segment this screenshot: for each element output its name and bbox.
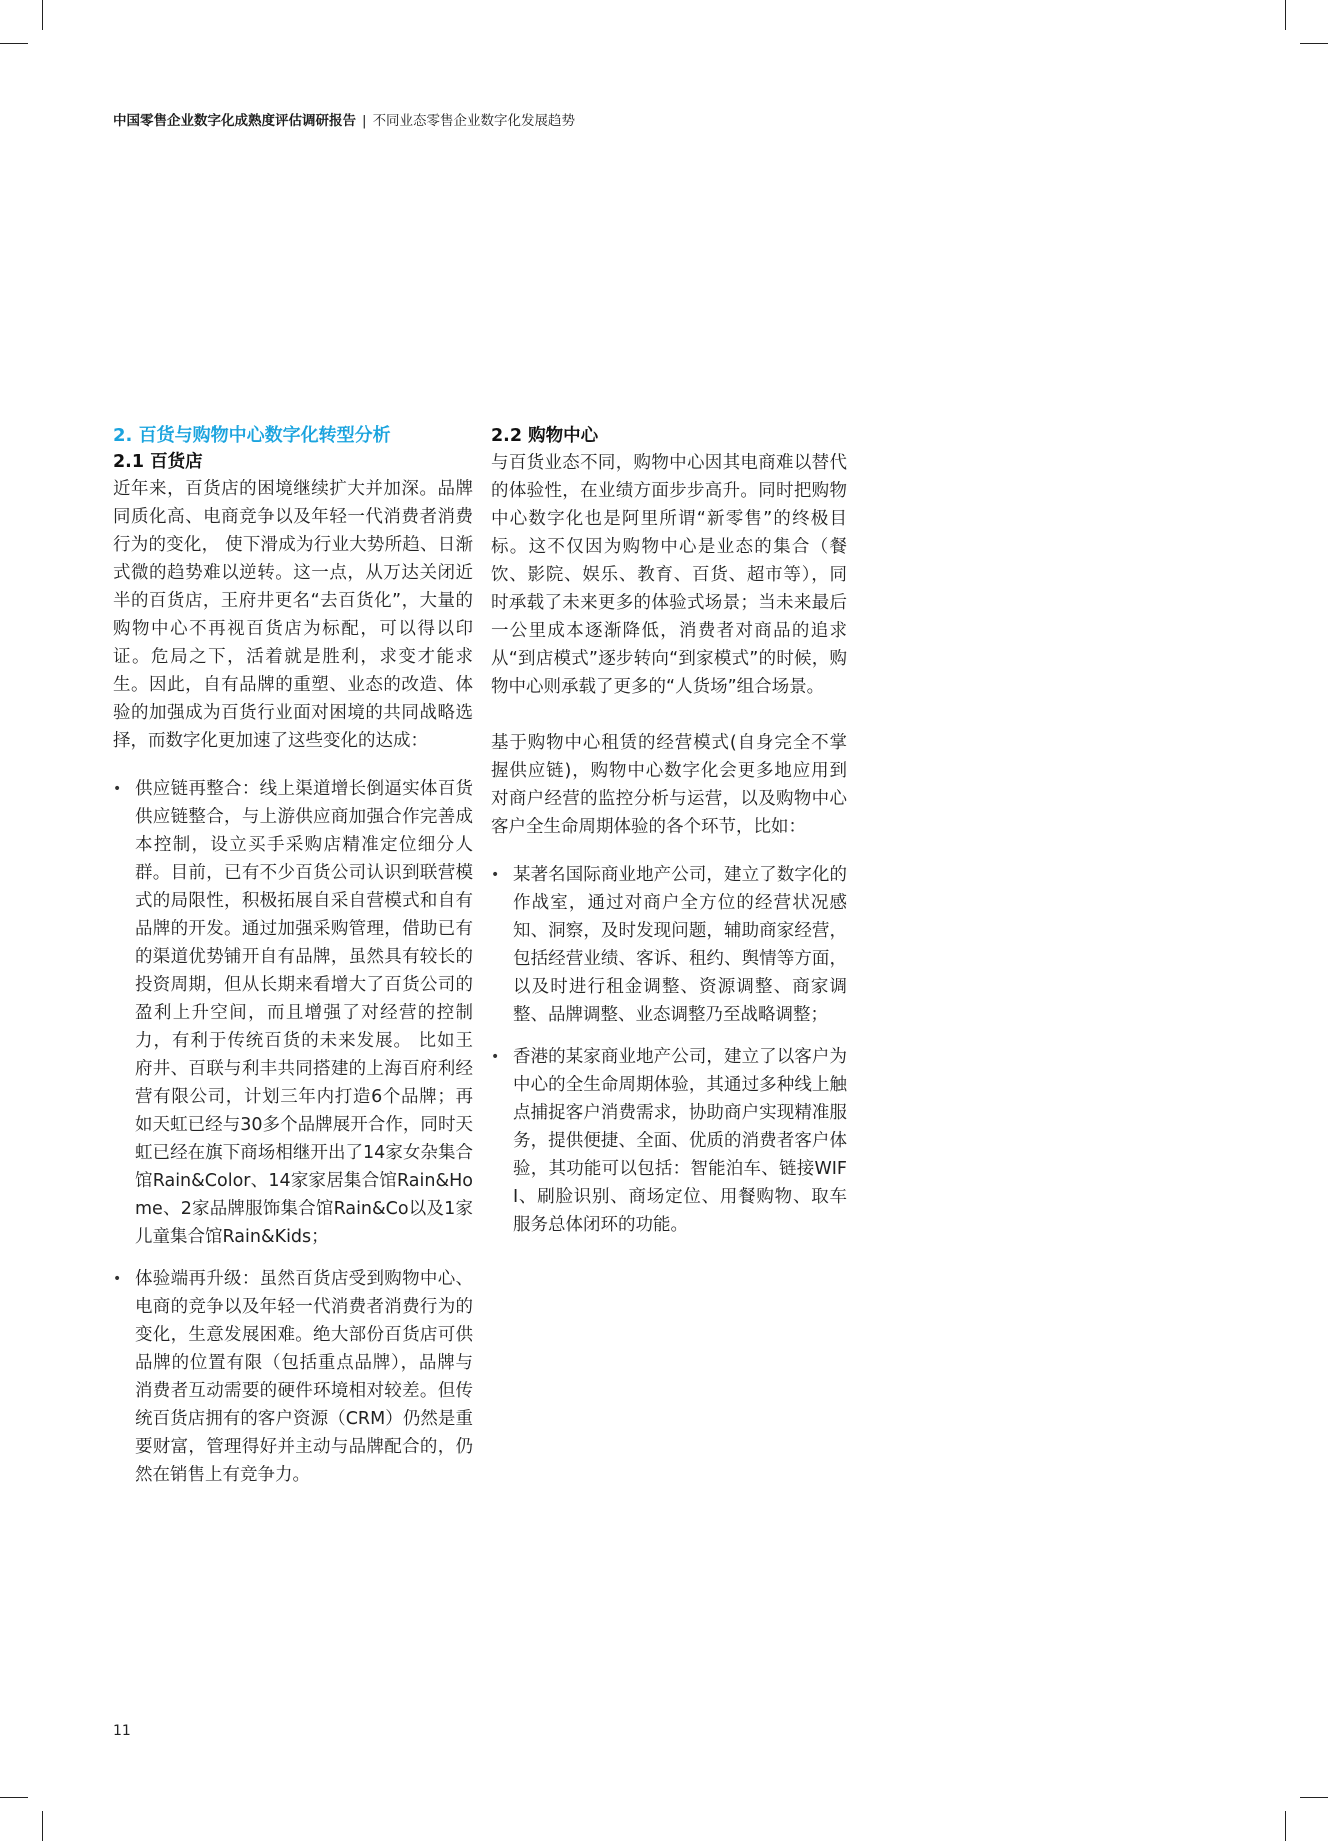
list-item [491, 861, 847, 1029]
left-column [113, 420, 473, 1503]
crop-mark-bottom-left-vertical [42, 1811, 43, 1841]
crop-mark-top-right-vertical [1285, 0, 1286, 30]
list-item-text: 某著名国际商业地产公司，建立了数字化的作战室，通过对商户全方位的经营状况感知、洞察，及时发现问题，辅助商家经营，包括经营业绩、客诉、租约、舆情等方面，以及时进行租金调整、资源调整、商家调整、品牌调整、业态调整乃至战略调整； [513, 865, 847, 1025]
bullet-list [491, 861, 847, 1239]
crop-mark-top-right-horizontal [1300, 43, 1328, 44]
bullet-icon: • [113, 781, 122, 797]
intro-paragraph: 与百货业态不同，购物中心因其电商难以替代的体验性，在业绩方面步步高升。同时把购物中心数字化也是阿里所谓“新零售”的终极目标。这不仅因为购物中心是业态的集合（餐饮、影院、娱乐、教育、百货、超市等），同时承载了未来更多的体验式场景；当未来最后一公里成本逐渐降低，消费者对商品的追求从“到店模式”逐步转向“到家模式”的时候，购物中心则承载了更多的“人货场”组合场景。 [491, 453, 847, 697]
list-item [113, 775, 473, 1251]
subsection-title-department-store: 2.1 百货店 [113, 452, 203, 472]
crop-mark-bottom-left-horizontal [0, 1797, 28, 1798]
crop-mark-bottom-right-vertical [1285, 1811, 1286, 1841]
crop-mark-top-left-vertical [42, 0, 43, 30]
crop-mark-bottom-right-horizontal [1300, 1797, 1328, 1798]
page-number: 11 [113, 1723, 131, 1739]
subsection-title-shopping-center: 2.2 购物中心 [491, 426, 599, 446]
list-item-text: 香港的某家商业地产公司，建立了以客户为中心的全生命周期体验，其通过多种线上触点捕捉客户消费需求，协助商户实现精准服务，提供便捷、全面、优质的消费者客户体验，其功能可以包括：智能泊车、链接WIFI、刷脸识别、商场定位、用餐购物、取车服务总体闭环的功能。 [513, 1047, 847, 1235]
bullet-list [113, 775, 473, 1489]
list-item [491, 1043, 847, 1239]
report-title: 中国零售企业数字化成熟度评估调研报告 [113, 113, 356, 129]
intro-paragraph: 近年来，百货店的困境继续扩大并加深。品牌同质化高、电商竞争以及年轻一代消费者消费行为的变化， 使下滑成为行业大势所趋、日渐式微的趋势难以逆转。这一点，从万达关闭近半的百货店，王府井更名“去百货化”，大量的购物中心不再视百货店为标配，可以得以印证。危局之下，活着就是胜利，求变才能求生。因此，自有品牌的重塑、业态的改造、体验的加强成为百货行业面对困境的共同战略选择，而数字化更加速了这些变化的达成： [113, 479, 473, 751]
chapter-title: 不同业态零售企业数字化发展趋势 [372, 113, 576, 129]
list-item [113, 1265, 473, 1489]
right-column [491, 420, 847, 1253]
section-title: 2. 百货与购物中心数字化转型分析 [113, 425, 391, 446]
crop-mark-top-left-horizontal [0, 43, 28, 44]
intro-paragraph-2: 基于购物中心租赁的经营模式(自身完全不掌握供应链)，购物中心数字化会更多地应用到对商户经营的监控分析与运营，以及购物中心客户全生命周期体验的各个环节，比如： [491, 733, 847, 837]
header-separator: | [362, 113, 367, 129]
bullet-icon: • [491, 867, 500, 883]
running-header [113, 112, 575, 130]
bullet-icon: • [113, 1271, 122, 1287]
bullet-icon: • [491, 1049, 500, 1065]
list-item-text: 供应链再整合：线上渠道增长倒逼实体百货供应链整合，与上游供应商加强合作完善成本控制，设立买手采购店精准定位细分人群。目前，已有不少百货公司认识到联营模式的局限性，积极拓展自采自营模式和自有品牌的开发。通过加强采购管理，借助已有的渠道优势铺开自有品牌，虽然具有较长的投资周期，但从长期来看增大了百货公司的盈利上升空间，而且增强了对经营的控制力，有利于传统百货的未来发展。 比如王府井、百联与利丰共同搭建的上海百府利经营有限公司，计划三年内打造6个品牌；再如天虹已经与30多个品牌展开合作，同时天虹已经在旗下商场相继开出了14家女杂集合馆Rain&Color、14家家居集合馆Rain&Home、2家品牌服饰集合馆Rain&Co以及1家儿童集合馆Rain&Kids； [135, 779, 473, 1247]
list-item-text: 体验端再升级：虽然百货店受到购物中心、电商的竞争以及年轻一代消费者消费行为的变化，生意发展困难。绝大部份百货店可供品牌的位置有限（包括重点品牌），品牌与消费者互动需要的硬件环境相对较差。但传统百货店拥有的客户资源（CRM）仍然是重要财富，管理得好并主动与品牌配合的，仍然在销售上有竞争力。 [135, 1269, 473, 1485]
